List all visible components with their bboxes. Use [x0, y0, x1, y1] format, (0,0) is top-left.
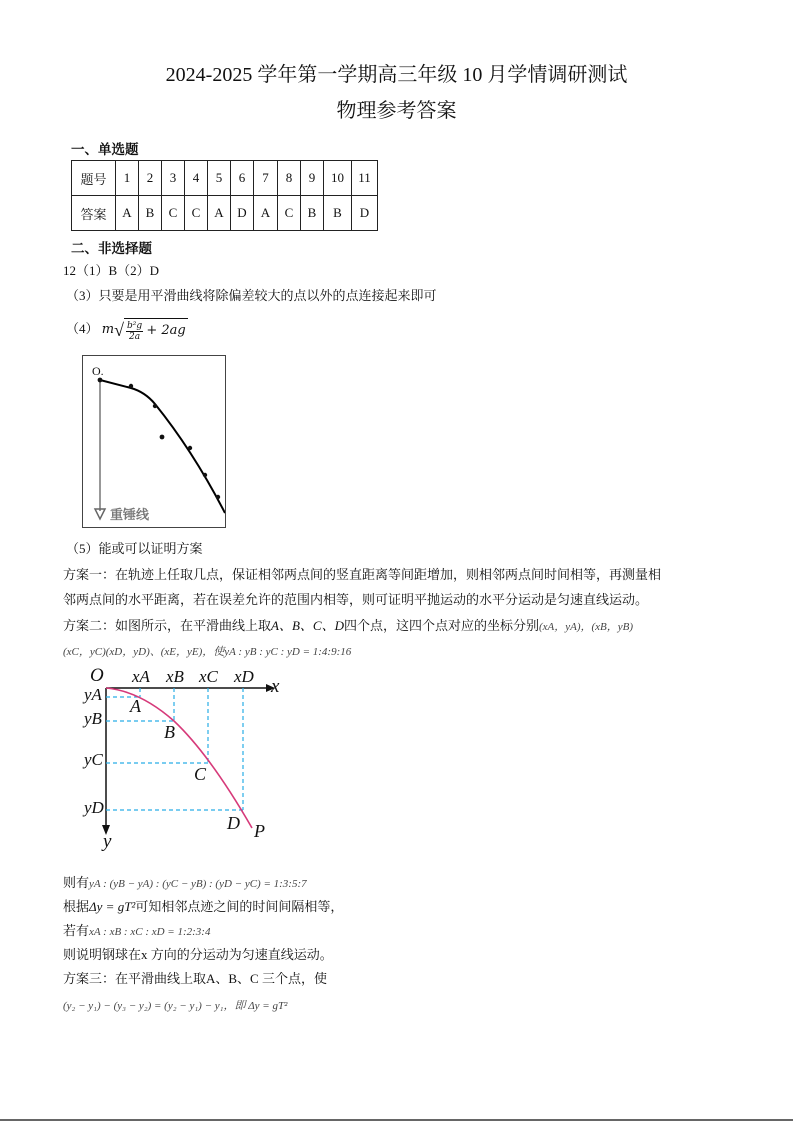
parabola-figure	[70, 665, 290, 855]
y-tick-B: yB	[84, 709, 102, 728]
document-subtitle: 物理参考答案	[336, 100, 457, 122]
table-cell: 4	[185, 161, 208, 196]
x-tick-D: xD	[234, 667, 254, 686]
table-cell: 10	[324, 161, 352, 196]
table-cell: C	[278, 196, 301, 231]
page-bottom-divider	[0, 1119, 793, 1121]
sqrt-icon: √	[114, 320, 124, 341]
section-heading-non-choice: 二、非选择题	[71, 241, 152, 257]
data-point	[216, 495, 220, 499]
conclusion-line: 则说明钢球在x 方向的分运动为匀速直线运动。	[63, 947, 333, 962]
if-formula: xA : xB : xC : xD = 1:2:3:4	[89, 926, 211, 938]
table-row-numbers	[72, 161, 378, 196]
plan1-line2: 邻两点间的水平距离，若在误差允许的范围内相等，则可证明平抛运动的水平分运动是匀速直线运动。	[63, 592, 649, 607]
plan2-line1	[63, 617, 633, 636]
plan2-text-b: 四个点，这四个点对应的坐标分别	[343, 618, 539, 633]
y-tick-A: yA	[84, 685, 102, 704]
fraction-numerator: b²g	[126, 320, 143, 331]
table-cell: 1	[116, 161, 139, 196]
basis-prefix: 根据	[63, 899, 90, 914]
q12-part4	[66, 318, 188, 342]
basis-formula: Δy = gT²	[89, 899, 136, 914]
table-cell: D	[231, 196, 254, 231]
y-tick-D: yD	[84, 798, 104, 817]
fitted-curve	[100, 380, 225, 513]
then-prefix: 则有	[63, 875, 90, 890]
point-D-label: D	[227, 813, 240, 833]
plan2-coords2: (xC，yC)(xD，yD)、(xE，yE)，使	[63, 646, 225, 658]
x-tick-B: xB	[166, 667, 184, 686]
table-cell: 7	[254, 161, 278, 196]
plan3-formula-text: (y₂ − y₁) − (y₃ − y₂) = (y₂ − y₁) − y₁，即 Δy = gT²	[63, 1000, 288, 1012]
table-cell: 8	[278, 161, 301, 196]
table-cell: C	[162, 196, 185, 231]
point-B-label: B	[164, 722, 175, 742]
document-title: 2024-2025 学年第一学期高三年级 10 月学情调研测试	[165, 64, 628, 86]
x-tick-C: xC	[199, 667, 218, 686]
then-line	[63, 874, 307, 893]
origin-label: O.	[92, 364, 104, 378]
table-cell: 3	[162, 161, 185, 196]
data-point	[153, 404, 157, 408]
plan3-line1: 方案三：在平滑曲线上取A、B、C 三个点，使	[63, 971, 327, 986]
x-axis-label: x	[271, 676, 280, 697]
plan2-text-a: 方案二：如图所示，在平滑曲线上取	[63, 618, 272, 633]
table-cell: 5	[208, 161, 231, 196]
table-cell: A	[208, 196, 231, 231]
point-C-label: C	[194, 764, 207, 784]
if-line	[63, 922, 210, 941]
q12-part5: （5）能或可以证明方案	[66, 541, 203, 556]
table-cell: D	[352, 196, 378, 231]
y-tick-C: yC	[84, 750, 103, 769]
table-cell: B	[324, 196, 352, 231]
table-cell: C	[185, 196, 208, 231]
data-point	[188, 446, 192, 450]
plan2-coords1: (xA，yA)，(xB，yB)	[538, 621, 634, 633]
trajectory-plot-1	[82, 355, 226, 528]
fraction-denominator: 2a	[129, 331, 141, 342]
plan3-formula	[63, 996, 287, 1015]
outlier-point	[160, 435, 165, 440]
plumb-label: 重锤线	[110, 508, 150, 523]
table-cell: A	[116, 196, 139, 231]
origin-O: O	[90, 665, 104, 686]
part4-label: （4）	[66, 321, 99, 336]
section-heading-single-choice: 一、单选题	[71, 142, 139, 158]
table-cell: 2	[139, 161, 162, 196]
plan1-line1: 方案一：在轨迹上任取几点，保证相邻两点间的竖直距离等间距增加，则相邻两点间时间相等，再测量相	[63, 567, 662, 582]
row-label: 题号	[72, 161, 116, 196]
data-point	[129, 384, 133, 388]
table-cell: B	[139, 196, 162, 231]
basis-line	[63, 898, 343, 916]
row-label: 答案	[72, 196, 116, 231]
table-cell: A	[254, 196, 278, 231]
sqrt-body	[124, 318, 188, 342]
plan2-ratio: yA : yB : yC : yD = 1:4:9:16	[224, 646, 352, 658]
then-formula: yA : (yB − yA) : (yC − yB) : (yD − yC) = 1:3:5:7	[89, 878, 307, 890]
trajectory-plot-1-svg	[83, 356, 225, 527]
table-cell: 9	[301, 161, 324, 196]
point-P-label: P	[254, 821, 265, 841]
q12-part3: （3）只要是用平滑曲线将除偏差较大的点以外的点连接起来即可	[66, 288, 437, 303]
trajectory-curve	[106, 688, 252, 828]
guide-lines	[106, 688, 243, 810]
x-tick-A: xA	[132, 667, 150, 686]
if-prefix: 若有	[63, 923, 90, 938]
q12-line1: 12（1）B（2）D	[63, 263, 160, 278]
part4-m: m	[101, 322, 115, 337]
point-A-label: A	[130, 696, 141, 716]
plan2-line2	[63, 642, 351, 661]
data-point	[203, 473, 207, 477]
fraction	[126, 321, 143, 342]
table-row-answers	[72, 196, 378, 231]
basis-suffix: 可知相邻点迹之间的时间间隔相等，	[135, 899, 344, 914]
plan2-points: A、B、C、D	[271, 618, 344, 633]
answer-table	[71, 160, 378, 231]
table-cell: 11	[352, 161, 378, 196]
part4-tail: + 2ag	[146, 323, 186, 339]
y-axis-label: y	[103, 831, 112, 852]
table-cell: B	[301, 196, 324, 231]
table-cell: 6	[231, 161, 254, 196]
